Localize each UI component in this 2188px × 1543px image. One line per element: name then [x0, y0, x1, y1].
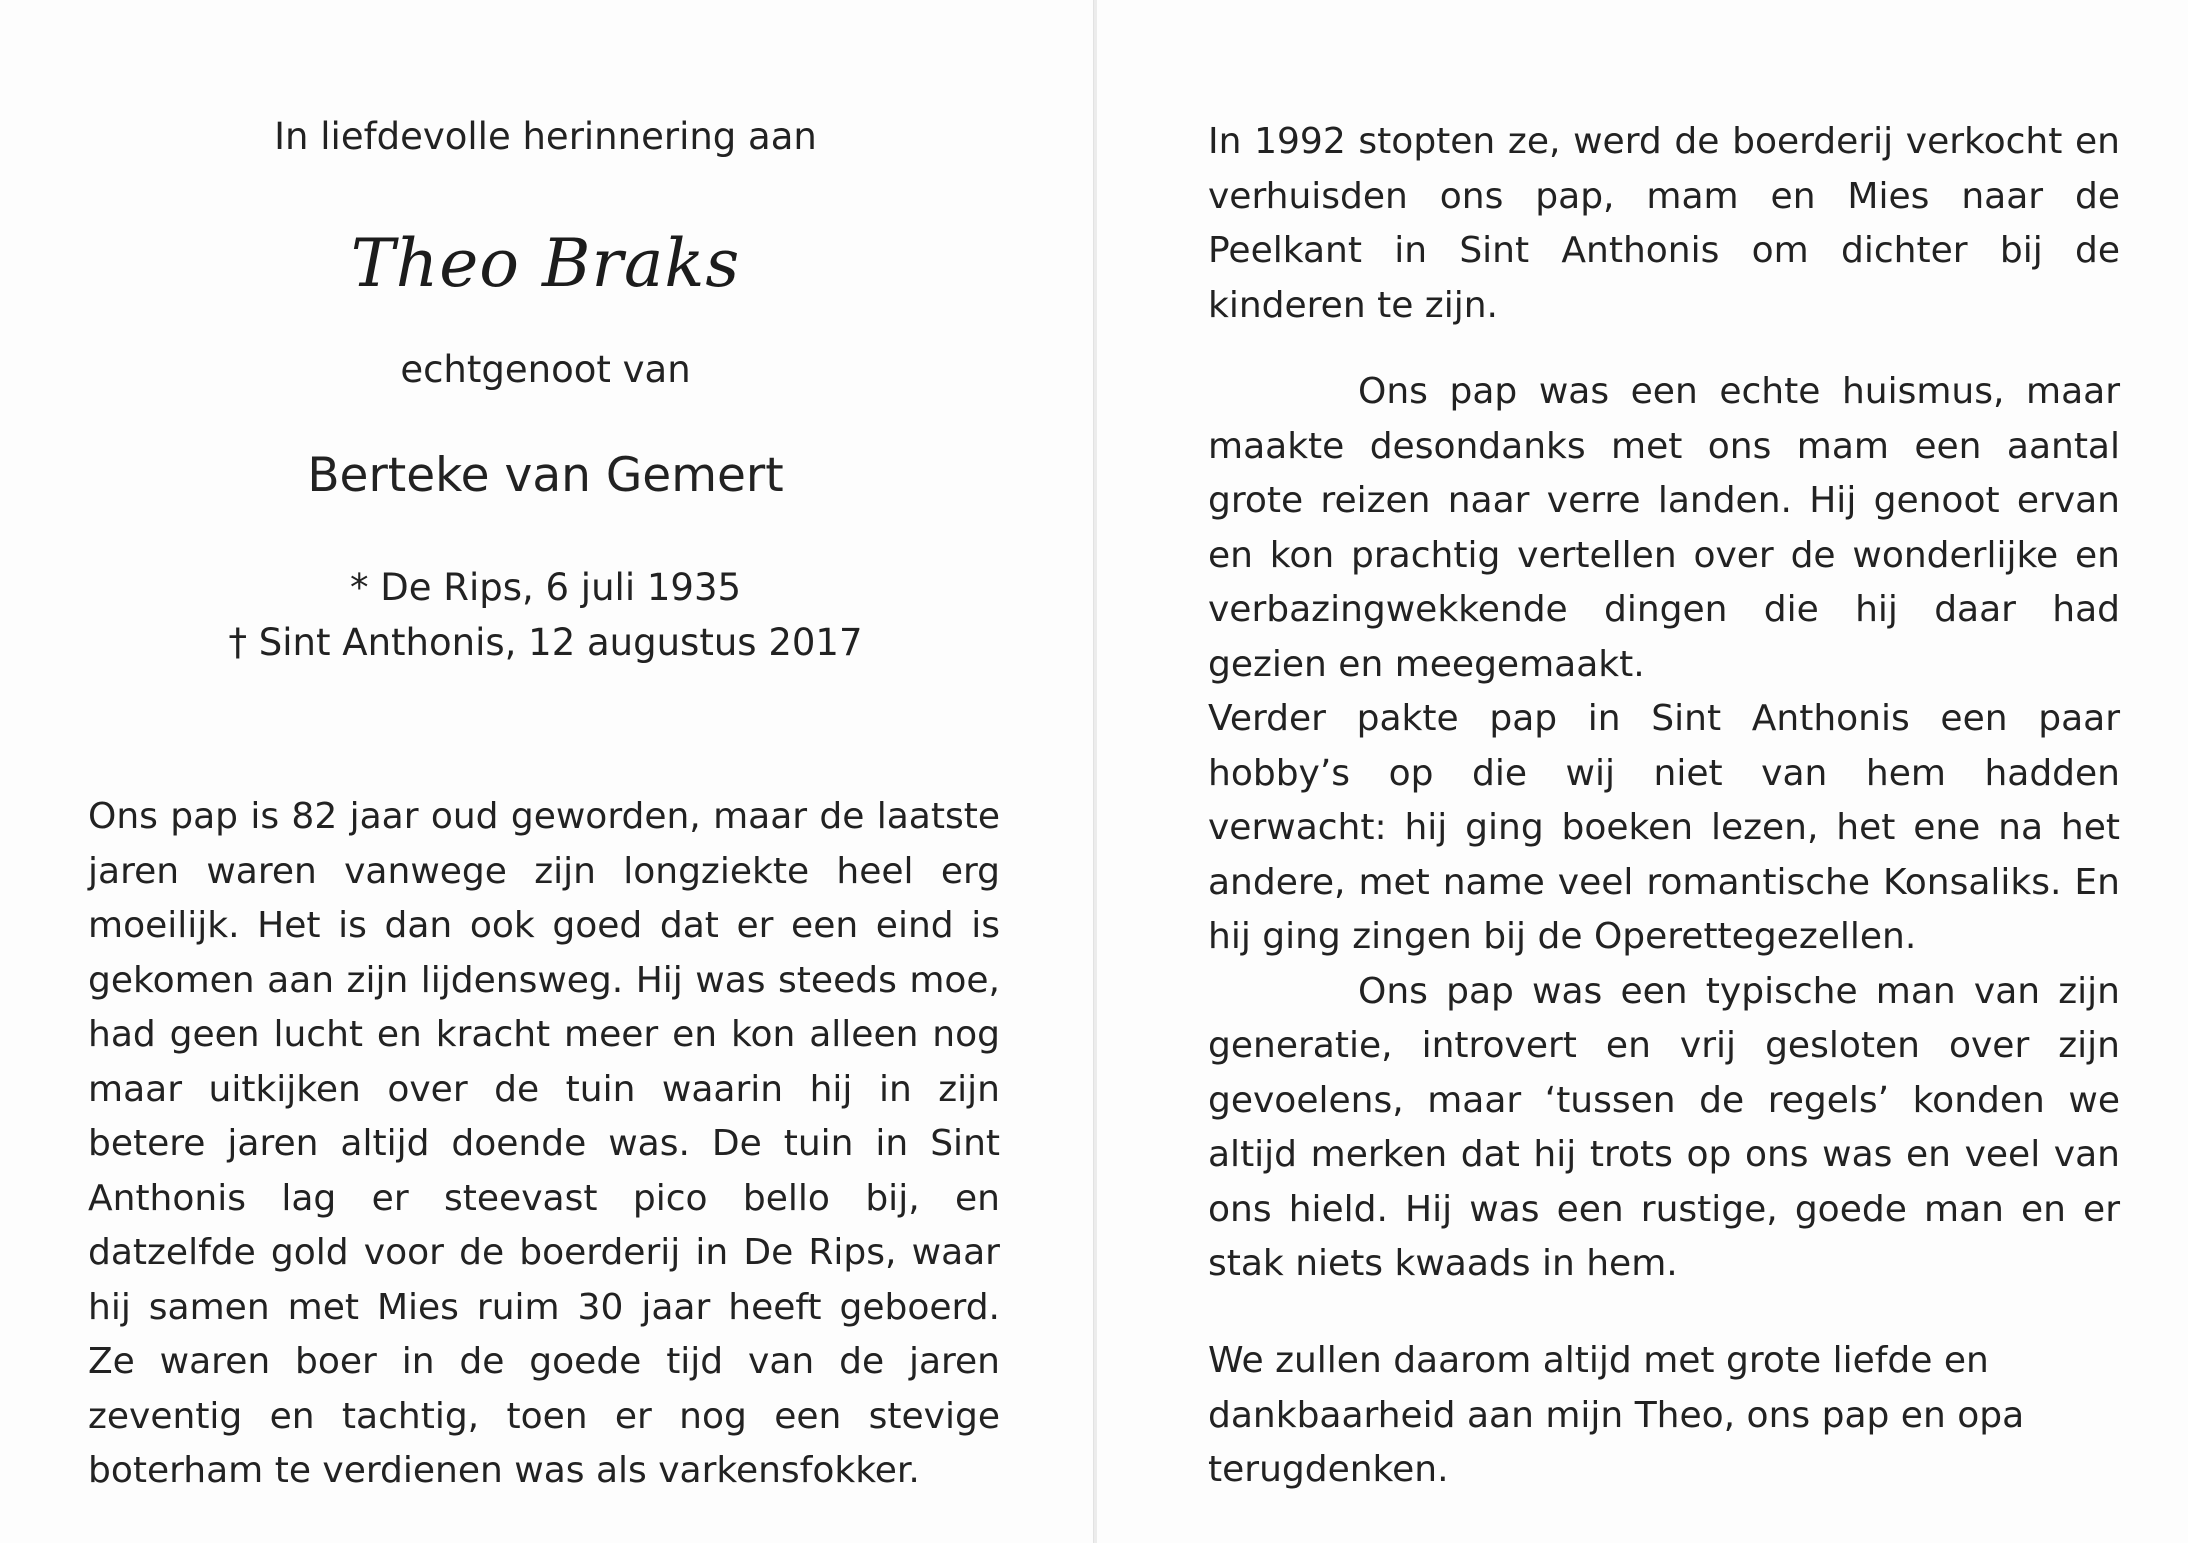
- paragraph-travel: Ons pap was een echte huismus, maar maakte desondanks met ons mam een aantal grote reizen naar verre landen. Hij genoot ervan en kon prachtig vertellen over de wonderlijke en verbazingwekkende dingen die hij daar had gezien en meegemaakt.: [1208, 371, 2120, 685]
- paragraph-1992: In 1992 stopten ze, werd de boerderij verkocht en verhuisden ons pap, mam en Mies naar de Peelkant in Sint Anthonis om dichter bij de kinderen te zijn.: [1208, 121, 2120, 326]
- card-fold-line: [1093, 0, 1097, 1543]
- spouse-of-label: echtgenoot van: [400, 348, 691, 391]
- birth-line: * De Rips, 6 juli 1935: [349, 566, 742, 609]
- left-panel: [88, 0, 1003, 1543]
- closing-paragraph: We zullen daarom altijd met grote liefde en dankbaarheid aan mijn Theo, ons pap en opa terugdenken.: [1208, 1340, 2025, 1490]
- deceased-name: Theo Braks: [350, 225, 741, 302]
- paragraph-character: Ons pap was een typische man van zijn generatie, introvert en vrij gesloten over zijn gevoelens, maar ‘tussen de regels’ konden we altijd merken dat hij trots op ons was en veel van ons hield. Hij was een rustige, goede man en er stak niets kwaads in hem.: [1208, 970, 2120, 1284]
- intro-line: In liefdevolle herinnering aan: [274, 115, 817, 158]
- left-body-paragraph: Ons pap is 82 jaar oud geworden, maar de laatste jaren waren vanwege zijn longziekte heel erg moeilijk. Het is dan ook goed dat er een eind is gekomen aan zijn lijdensweg. Hij was steeds moe, had geen lucht en kracht meer en kon alleen nog maar uitkijken over de tuin waarin hij in zijn betere jaren altijd doende was. De tuin in Sint Anthonis lag er steevast pico bello bij, en datzelfde gold voor de boerderij in De Rips, waar hij samen met Mies ruim 30 jaar heeft geboerd. Ze waren boer in de goede tijd van de jaren zeventig en tachtig, toen er nog een stevige boterham te verdienen was als varkensfokker.: [88, 796, 1000, 1491]
- paragraph-hobbies: Verder pakte pap in Sint Anthonis een paar hobby’s op die wij niet van hem hadden verwacht: hij ging boeken lezen, het ene na het andere, met name veel romantische Konsaliks. En hij ging zingen bij de Operettegezellen.: [1208, 698, 2120, 957]
- right-panel: [1208, 0, 2120, 1543]
- spouse-name: Berteke van Gemert: [307, 448, 784, 503]
- death-line: † Sint Anthonis, 12 augustus 2017: [228, 621, 863, 664]
- life-dates: [88, 560, 1003, 670]
- paragraph-travel-group: [1208, 365, 2120, 1292]
